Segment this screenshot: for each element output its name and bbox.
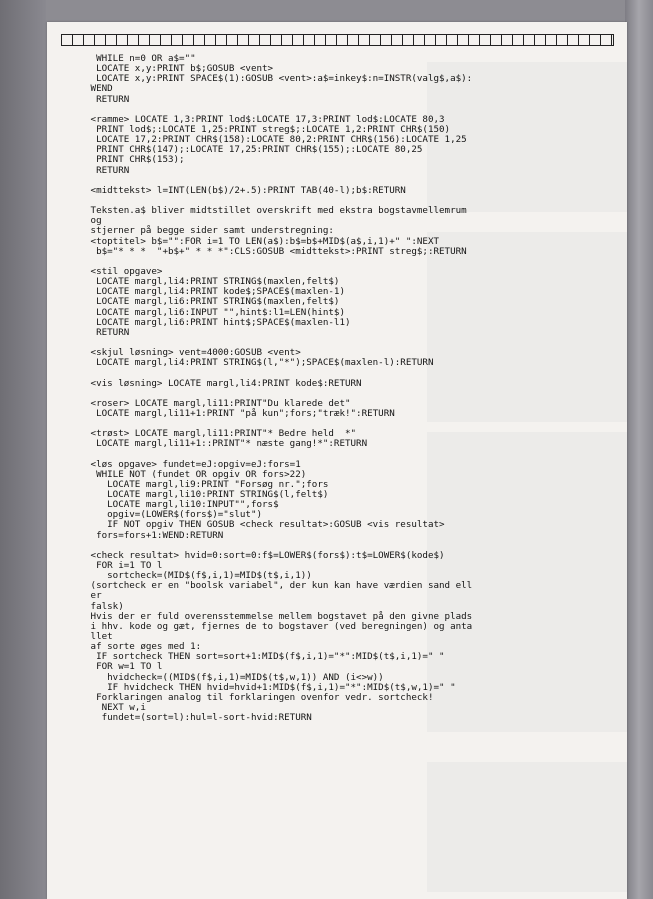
listing-line: LOCATE margl,li6:PRINT hint$;SPACE$(maxlen-l1) <box>85 316 351 328</box>
listing-line: LOCATE margl,li6:PRINT STRING$(maxlen,felt$) <box>85 296 340 308</box>
listing-line: <midttekst> l=INT(LEN(b$)/2+.5):PRINT TAB(40-l);b$:RETURN <box>85 184 406 196</box>
listing-line: FOR w=1 TO l <box>85 661 163 673</box>
listing-line: LOCATE margl,li6:INPUT "",hint$:l1=LEN(hint$) <box>85 306 345 318</box>
listing-line: er <box>85 590 102 602</box>
listing-line: og <box>85 215 102 227</box>
listing-line: PRINT lod$;:LOCATE 1,25:PRINT streg$;:LOCATE 1,2:PRINT CHR$(150) <box>85 123 451 135</box>
listing-line: Forklaringen analog til forklaringen ovenfor vedr. sortcheck! <box>85 691 434 703</box>
listing-line: <løs opgave> fundet=eJ:opgiv=eJ:fors=1 <box>85 458 301 470</box>
listing-line: LOCATE margl,li10:PRINT STRING$(l,felt$) <box>85 489 329 501</box>
listing-line: IF hvidcheck THEN hvid=hvid+1:MID$(f$,i,1)="*":MID$(t$,w,1)=" " <box>85 681 456 693</box>
listing-line: PRINT CHR$(147);:LOCATE 17,25:PRINT CHR$(155);:LOCATE 80,25 <box>85 144 423 156</box>
binding-edge <box>625 0 653 899</box>
scan-background-left <box>0 0 46 899</box>
listing-line: <roser> LOCATE margl,li11:PRINT"Du klarede det" <box>85 397 351 409</box>
listing-line: WHILE n=0 OR a$="" <box>85 53 196 64</box>
listing-line: RETURN <box>85 326 130 338</box>
show-through-block <box>427 762 627 892</box>
listing-line: <trøst> LOCATE margl,li11:PRINT"* Bedre held *" <box>85 428 357 440</box>
listing-line: FOR i=1 TO l <box>85 560 163 572</box>
listing-line: fundet=(sort=l):hul=l-sort-hvid:RETURN <box>85 712 312 724</box>
listing-line: WEND <box>85 83 113 95</box>
listing-line: fors=fors+1:WEND:RETURN <box>85 529 224 541</box>
listing-line <box>85 257 605 267</box>
listing-line: hvidcheck=((MID$(f$,i,1)=MID$(t$,w,1)) AND (i<>w)) <box>85 671 384 683</box>
listing-line: (sortcheck er en "boolsk variabel", der kun kan have værdien sand ell <box>85 580 473 592</box>
listing-line: LOCATE 17,2:PRINT CHR$(158):LOCATE 80,2:PRINT CHR$(156):LOCATE 1,25 <box>85 134 467 146</box>
listing-line: falsk) <box>85 600 124 612</box>
listing-line: <vis løsning> LOCATE margl,li4:PRINT kode$:RETURN <box>85 377 362 389</box>
listing-line: RETURN <box>85 93 130 105</box>
listing-line: <check resultat> hvid=0:sort=0:f$=LOWER$(fors$):t$=LOWER$(kode$) <box>85 549 445 561</box>
listing-line: NEXT w,i <box>85 702 146 713</box>
listing-line: <skjul løsning> vent=4000:GOSUB <vent> <box>85 347 301 359</box>
listing-line: PRINT CHR$(153); <box>85 154 185 166</box>
listing-line: WHILE NOT (fundet OR opgiv OR fors>22) <box>85 468 307 480</box>
listing-line: IF sortcheck THEN sort=sort+1:MID$(f$,i,1)="*":MID$(t$,i,1)=" " <box>85 651 445 663</box>
listing-line: Teksten.a$ bliver midtstillet overskrift med ekstra bogstavmellemrum <box>85 205 467 217</box>
listing-line: LOCATE margl,li10:INPUT"",fors$ <box>85 499 279 511</box>
listing-line: LOCATE x,y:PRINT b$;GOSUB <vent> <box>85 63 274 75</box>
listing-line: IF NOT opgiv THEN GOSUB <check resultat>:GOSUB <vis resultat> <box>85 519 445 531</box>
listing-line: LOCATE margl,li4:PRINT STRING$(maxlen,felt$) <box>85 276 340 288</box>
program-listing <box>85 54 605 723</box>
listing-line: stjerner på begge sider samt understregning: <box>85 225 334 237</box>
listing-line: opgiv=(LOWER$(fors$)="slut") <box>85 509 263 521</box>
document-page <box>47 22 627 899</box>
listing-line: sortcheck=(MID$(f$,i,1)=MID$(t$,i,1)) <box>85 570 312 582</box>
listing-line: i hhv. kode og gæt, fjernes de to bogstaver (ved beregningen) og anta <box>85 620 473 632</box>
listing-line: LOCATE margl,li9:PRINT "Forsøg nr.";fors <box>85 478 329 490</box>
listing-line: LOCATE margl,li11+1::PRINT"* næste gang!*":RETURN <box>85 438 368 450</box>
listing-line: RETURN <box>85 164 130 176</box>
listing-line: <toptitel> b$="":FOR i=1 TO LEN(a$):b$=b$+MID$(a$,i,1)+" ":NEXT <box>85 235 440 247</box>
listing-line: llet <box>85 631 113 643</box>
listing-line: LOCATE margl,li4:PRINT kode$;SPACE$(maxlen-1) <box>85 286 345 298</box>
listing-line: af sorte øges med 1: <box>85 641 202 653</box>
listing-line <box>85 368 605 378</box>
listing-line: <stil opgave> <box>85 265 163 277</box>
header-grid-strip <box>61 34 614 46</box>
listing-line: LOCATE x,y:PRINT SPACE$(1):GOSUB <vent>:a$=inkey$:n=INSTR(valg$,a$): <box>85 73 473 85</box>
listing-line: LOCATE margl,li4:PRINT STRING$(l,"*");SPACE$(maxlen-l):RETURN <box>85 357 434 369</box>
listing-line: <ramme> LOCATE 1,3:PRINT lod$:LOCATE 17,3:PRINT lod$:LOCATE 80,3 <box>85 113 445 125</box>
listing-line: Hvis der er fuld overensstemmelse mellem bogstavet på den givne plads <box>85 610 473 622</box>
listing-line: b$="* * * "+b$+" * * *":CLS:GOSUB <midttekst>:PRINT streg$;:RETURN <box>85 245 467 257</box>
listing-line: LOCATE margl,li11+1:PRINT "på kun";fors;"træk!":RETURN <box>85 407 395 419</box>
